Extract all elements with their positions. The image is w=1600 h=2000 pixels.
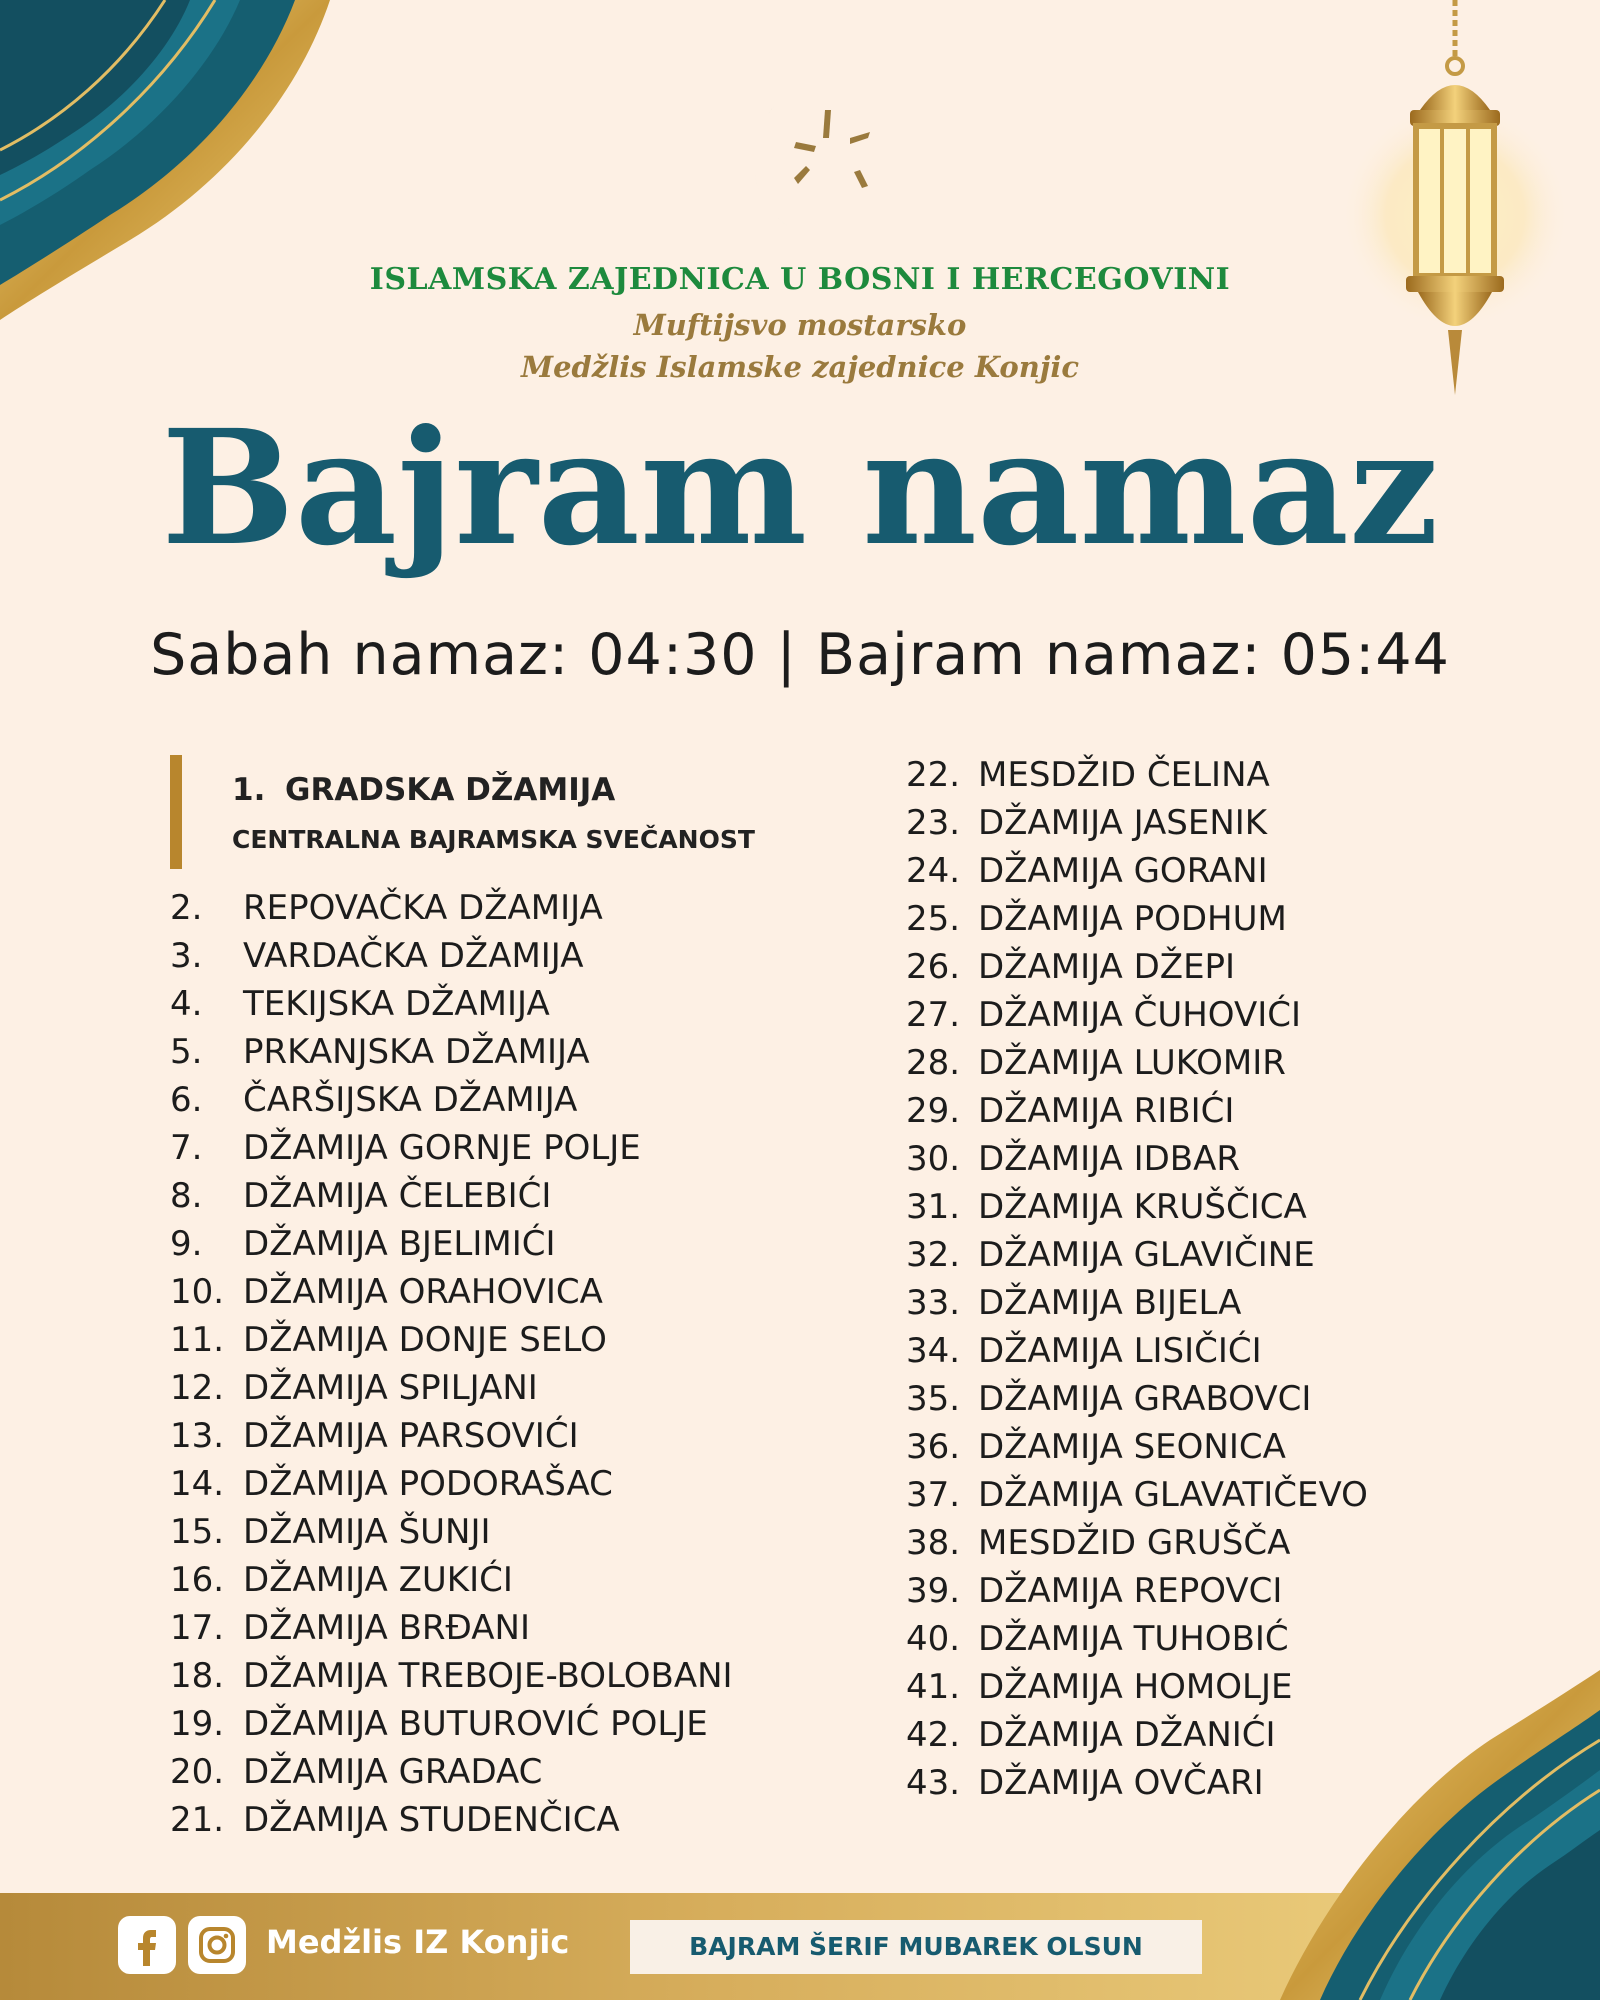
- list-item-name: VARDAČKA DŽAMIJA: [243, 936, 584, 976]
- list-item-number: 34.: [906, 1331, 961, 1371]
- list-item: [170, 1700, 870, 1748]
- list-item: [906, 799, 1446, 847]
- list-item-name: DŽAMIJA DŽEPI: [978, 947, 1236, 987]
- list-item: [906, 1087, 1446, 1135]
- list-item-number: 31.: [906, 1187, 961, 1227]
- list-item-name: DŽAMIJA BJELIMIĆI: [243, 1224, 556, 1264]
- list-item: [906, 1231, 1446, 1279]
- list-item: [906, 1615, 1446, 1663]
- list-item-number: 19.: [170, 1704, 225, 1744]
- social-page-name: Medžlis IZ Konjic: [266, 1923, 570, 1961]
- list-item: [170, 1076, 870, 1124]
- list-item-name: DŽAMIJA DONJE SELO: [243, 1320, 607, 1360]
- list-item-number: 35.: [906, 1379, 961, 1419]
- list-item-number: 39.: [906, 1571, 961, 1611]
- list-item: [170, 1748, 870, 1796]
- list-item-name: DŽAMIJA BRĐANI: [243, 1608, 531, 1648]
- list-item-number: 8.: [170, 1176, 203, 1216]
- list-item: [906, 895, 1446, 943]
- list-item-name: PRKANJSKA DŽAMIJA: [243, 1032, 590, 1072]
- council-name: Medžlis Islamske zajednice Konjic: [520, 350, 1080, 384]
- list-item: [170, 1508, 870, 1556]
- list-item-number: 25.: [906, 899, 961, 939]
- list-item: [170, 1220, 870, 1268]
- list-item-name: DŽAMIJA ZUKIĆI: [243, 1560, 513, 1600]
- list-item: [170, 1364, 870, 1412]
- list-item: [906, 1471, 1446, 1519]
- featured-mosque-subtitle: CENTRALNA BAJRAMSKA SVEČANOST: [232, 825, 755, 854]
- list-item: [906, 1183, 1446, 1231]
- list-item: [170, 1412, 870, 1460]
- list-item-name: DŽAMIJA HOMOLJE: [978, 1667, 1293, 1707]
- list-item-number: 29.: [906, 1091, 961, 1131]
- list-item-number: 15.: [170, 1512, 225, 1552]
- mosque-list-left: [170, 884, 870, 1844]
- list-item-name: DŽAMIJA GRADAC: [243, 1752, 543, 1792]
- list-item-name: DŽAMIJA ČUHOVIĆI: [978, 995, 1301, 1035]
- list-item-name: DŽAMIJA ŠUNJI: [243, 1512, 491, 1552]
- list-item-number: 33.: [906, 1283, 961, 1323]
- list-item-number: 22.: [906, 755, 961, 795]
- page-title: Bajram namaz: [161, 396, 1439, 581]
- prayer-times: Sabah namaz: 04:30 | Bajram namaz: 05:44: [150, 622, 1450, 688]
- list-item-name: DŽAMIJA KRUŠČICA: [978, 1187, 1307, 1227]
- list-item-name: DŽAMIJA SPILJANI: [243, 1368, 538, 1408]
- list-item-name: DŽAMIJA RIBIĆI: [978, 1091, 1235, 1131]
- list-item: [170, 1316, 870, 1364]
- featured-mosque: [170, 755, 870, 869]
- list-item-name: DŽAMIJA GLAVATIČEVO: [978, 1475, 1368, 1515]
- list-item-name: DŽAMIJA ČELEBIĆI: [243, 1176, 552, 1216]
- list-item-name: DŽAMIJA TUHOBIĆ: [978, 1619, 1289, 1659]
- list-item-number: 40.: [906, 1619, 961, 1659]
- list-item-number: 16.: [170, 1560, 225, 1600]
- list-item-name: DŽAMIJA PODHUM: [978, 899, 1287, 939]
- list-item-name: ČARŠIJSKA DŽAMIJA: [243, 1080, 578, 1120]
- list-item: [170, 1124, 870, 1172]
- list-item-number: 38.: [906, 1523, 961, 1563]
- facebook-icon[interactable]: [118, 1916, 176, 1974]
- list-item: [170, 980, 870, 1028]
- list-item: [906, 1039, 1446, 1087]
- list-item: [906, 1279, 1446, 1327]
- list-item: [906, 1567, 1446, 1615]
- list-item: [906, 943, 1446, 991]
- list-item-number: 7.: [170, 1128, 203, 1168]
- list-item-number: 28.: [906, 1043, 961, 1083]
- list-item: [906, 751, 1446, 799]
- list-item: [170, 1268, 870, 1316]
- list-item-number: 41.: [906, 1667, 961, 1707]
- list-item-name: DŽAMIJA JASENIK: [978, 803, 1268, 843]
- list-item-name: DŽAMIJA IDBAR: [978, 1139, 1241, 1179]
- list-item: [170, 1652, 870, 1700]
- list-item-name: DŽAMIJA GORANI: [978, 851, 1268, 891]
- list-item: [170, 1028, 870, 1076]
- list-item-number: 2.: [170, 888, 203, 928]
- list-item-name: DŽAMIJA PARSOVIĆI: [243, 1416, 579, 1456]
- organization-name: ISLAMSKA ZAJEDNICA U BOSNI I HERCEGOVINI: [369, 262, 1231, 297]
- list-item-number: 24.: [906, 851, 961, 891]
- list-item-name: DŽAMIJA GRABOVCI: [978, 1379, 1312, 1419]
- list-item-name: DŽAMIJA GORNJE POLJE: [243, 1128, 641, 1168]
- slogan-badge: BAJRAM ŠERIF MUBAREK OLSUN: [630, 1920, 1202, 1974]
- list-item-name: TEKIJSKA DŽAMIJA: [243, 984, 550, 1024]
- list-item: [170, 1796, 870, 1844]
- list-item-number: 17.: [170, 1608, 225, 1648]
- featured-mosque-number: 1.: [232, 772, 266, 808]
- list-item-number: 21.: [170, 1800, 225, 1840]
- featured-mosque-name: GRADSKA DŽAMIJA: [285, 772, 616, 808]
- list-item-number: 12.: [170, 1368, 225, 1408]
- corner-ornament-bottom-right: [1260, 1670, 1600, 2000]
- list-item-name: DŽAMIJA ORAHOVICA: [243, 1272, 603, 1312]
- list-item-number: 30.: [906, 1139, 961, 1179]
- list-item-number: 3.: [170, 936, 203, 976]
- list-item-number: 14.: [170, 1464, 225, 1504]
- instagram-icon[interactable]: [188, 1916, 246, 1974]
- list-item-name: DŽAMIJA REPOVCI: [978, 1571, 1283, 1611]
- list-item-name: MESDŽID ČELINA: [978, 755, 1270, 795]
- islamic-community-logo: [700, 60, 900, 260]
- mufti-office: Muftijsvo mostarsko: [633, 308, 967, 342]
- list-item-name: DŽAMIJA OVČARI: [978, 1763, 1264, 1803]
- list-item-number: 37.: [906, 1475, 961, 1515]
- list-item: [906, 1423, 1446, 1471]
- list-item: [906, 1135, 1446, 1183]
- list-item-name: DŽAMIJA TREBOJE-BOLOBANI: [243, 1656, 733, 1696]
- list-item: [170, 1556, 870, 1604]
- list-item-number: 4.: [170, 984, 203, 1024]
- list-item-number: 27.: [906, 995, 961, 1035]
- list-item-name: DŽAMIJA BUTUROVIĆ POLJE: [243, 1704, 708, 1744]
- list-item-name: REPOVAČKA DŽAMIJA: [243, 888, 603, 928]
- list-item-number: 10.: [170, 1272, 225, 1312]
- list-item: [170, 884, 870, 932]
- list-item-name: DŽAMIJA BIJELA: [978, 1283, 1242, 1323]
- list-item-number: 11.: [170, 1320, 225, 1360]
- list-item-number: 9.: [170, 1224, 203, 1264]
- list-item: [906, 847, 1446, 895]
- list-item-number: 32.: [906, 1235, 961, 1275]
- list-item-number: 6.: [170, 1080, 203, 1120]
- list-item-name: DŽAMIJA DŽANIĆI: [978, 1715, 1276, 1755]
- list-item-number: 13.: [170, 1416, 225, 1456]
- list-item: [170, 932, 870, 980]
- lantern-icon: [1340, 0, 1570, 410]
- list-item-name: DŽAMIJA LISIČIĆI: [978, 1331, 1262, 1371]
- list-item-name: DŽAMIJA SEONICA: [978, 1427, 1286, 1467]
- list-item-name: DŽAMIJA STUDENČICA: [243, 1800, 620, 1840]
- list-item: [906, 991, 1446, 1039]
- list-item-number: 23.: [906, 803, 961, 843]
- list-item-name: DŽAMIJA LUKOMIR: [978, 1043, 1286, 1083]
- list-item-name: DŽAMIJA GLAVIČINE: [978, 1235, 1315, 1275]
- list-item: [906, 1327, 1446, 1375]
- list-item-number: 20.: [170, 1752, 225, 1792]
- list-item: [170, 1460, 870, 1508]
- list-item: [906, 1375, 1446, 1423]
- list-item: [170, 1604, 870, 1652]
- list-item-number: 18.: [170, 1656, 225, 1696]
- list-item-name: MESDŽID GRUŠČA: [978, 1523, 1291, 1563]
- list-item-number: 36.: [906, 1427, 961, 1467]
- list-item-number: 42.: [906, 1715, 961, 1755]
- list-item: [906, 1519, 1446, 1567]
- list-item: [170, 1172, 870, 1220]
- list-item-number: 43.: [906, 1763, 961, 1803]
- list-item-number: 26.: [906, 947, 961, 987]
- list-item-name: DŽAMIJA PODORAŠAC: [243, 1464, 613, 1504]
- mosque-list-right: [906, 751, 1446, 1807]
- list-item-number: 5.: [170, 1032, 203, 1072]
